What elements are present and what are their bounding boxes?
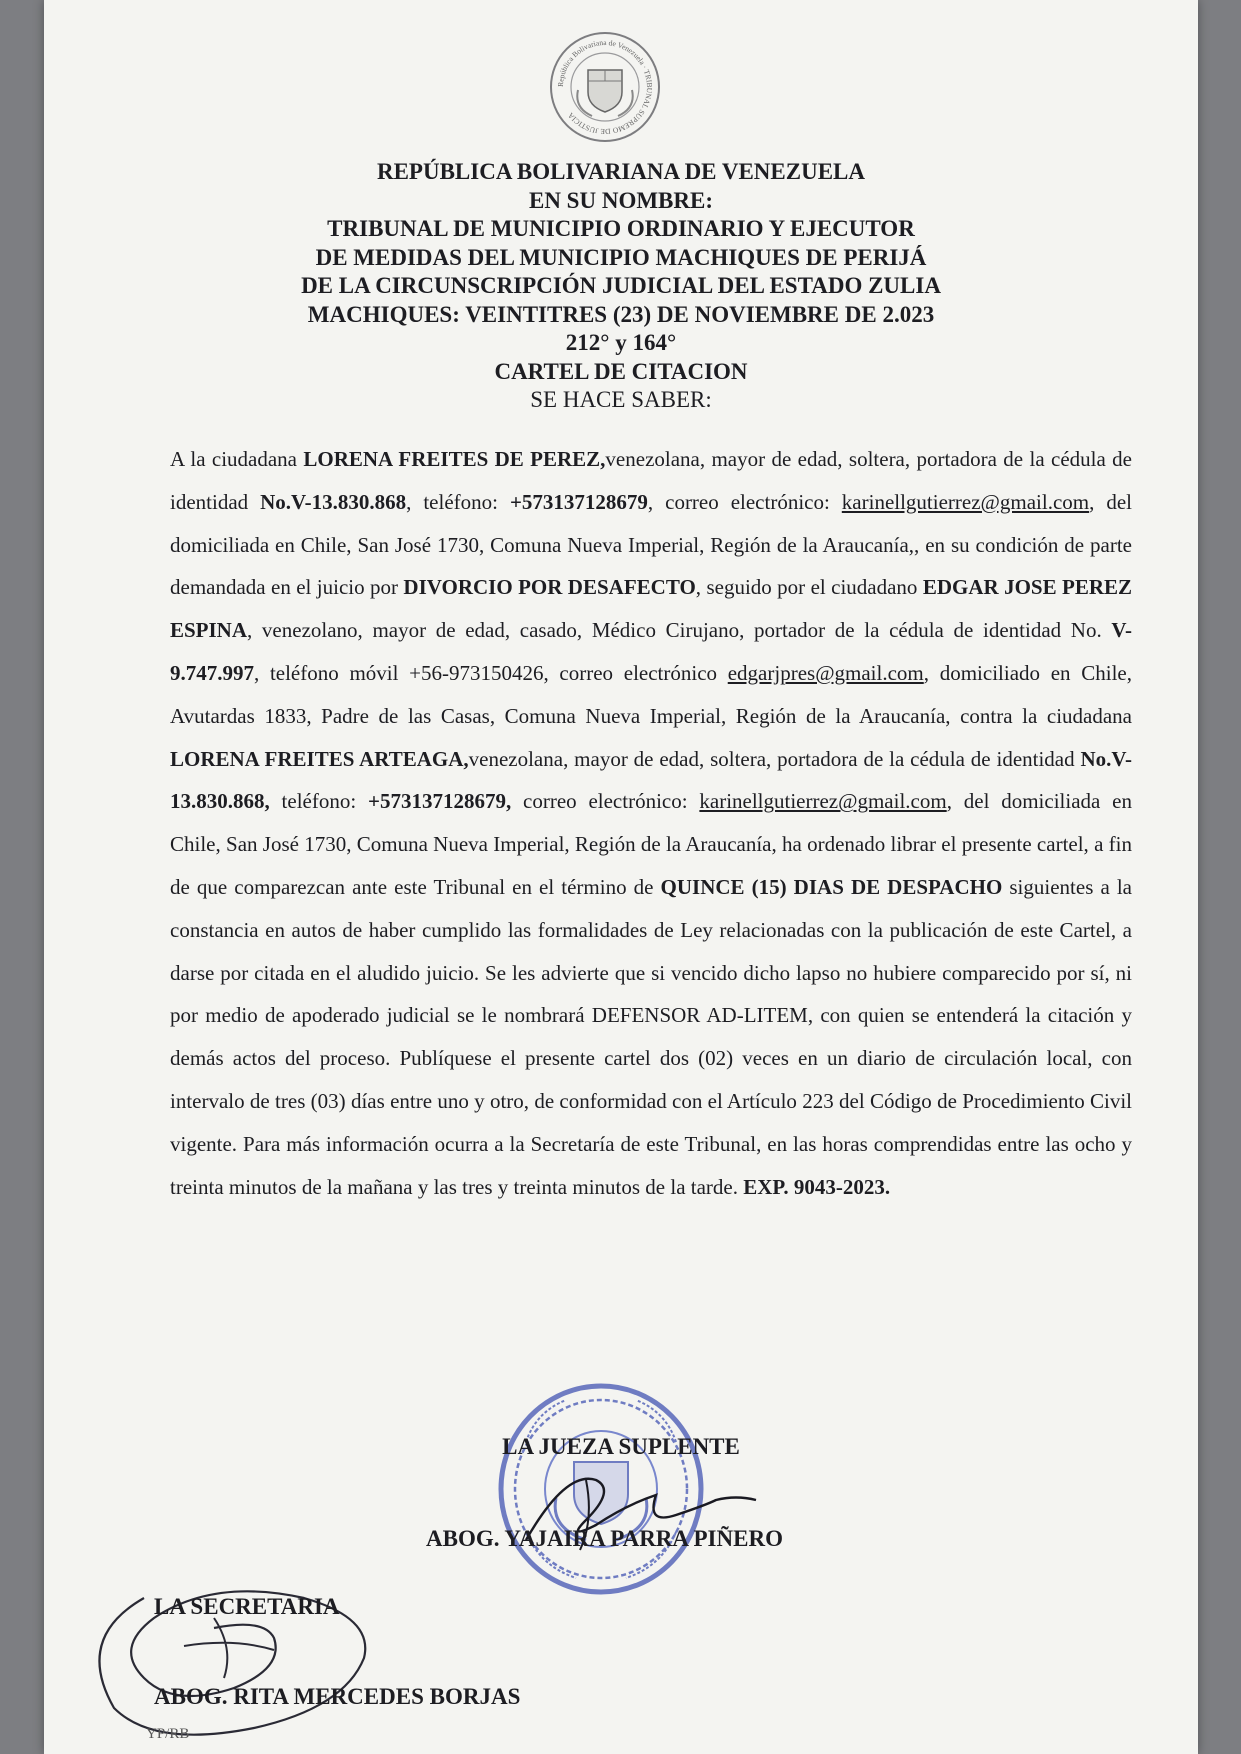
header-date: MACHIQUES: VEINTITRES (23) DE NOVIEMBRE DE 2.023	[307, 301, 935, 327]
header-en-su-nombre: EN SU NOMBRE:	[528, 187, 713, 213]
header-circunscripcion: DE LA CIRCUNSCRIPCIÓN JUDICIAL DEL ESTADO ZULIA	[301, 273, 941, 298]
document-header	[44, 158, 1198, 415]
header-republic: REPÚBLICA BOLIVARIANA DE VENEZUELA	[376, 159, 866, 184]
header-cartel-title: CARTEL DE CITACION	[494, 358, 748, 384]
body-text: teléfono:	[269, 789, 368, 814]
body-text: venezolana, mayor de edad, soltera, portadora de la cédula de identidad	[468, 746, 1081, 771]
secretary-signature-icon	[84, 1528, 404, 1754]
header-tribunal: TRIBUNAL DE MUNICIPIO ORDINARIO Y EJECUTOR	[327, 216, 915, 241]
case-number: EXP. 9043-2023.	[743, 1174, 891, 1199]
citation-body	[170, 438, 1132, 1208]
secretary-title: LA SECRETARIA	[154, 1594, 340, 1619]
typist-initials: YP/RB	[146, 1726, 190, 1742]
plaintiff-email: edgarjpres@gmail.com	[727, 660, 924, 685]
judge-title: LA JUEZA SUPLENTE	[502, 1434, 740, 1459]
defendant-email: karinellgutierrez@gmail.com	[841, 489, 1090, 514]
body-text: , venezolano, mayor de edad, casado, Médico Cirujano, portador de la cédula de identidad No.	[247, 618, 1112, 643]
secretary-name: ABOG. RITA MERCEDES BORJAS	[154, 1684, 521, 1709]
defendant-id-2: No.V-13.830.868,	[170, 746, 1132, 814]
plaintiff-name: EDGAR JOSE PEREZ ESPINA	[170, 575, 1133, 643]
case-type: DIVORCIO POR DESAFECTO	[403, 575, 696, 600]
header-se-hace-saber: SE HACE SABER:	[530, 387, 712, 412]
defendant-phone: +573137128679	[509, 489, 648, 514]
body-text: siguientes a la constancia en autos de haber cumplido las formalidades de Ley relacionadas con la publicación de este Cartel, a darse por citada en el aludido juicio. Se les advierte que si vencido dicho lapso no hubiere comparecido por sí, ni por medio de apoderado judicial se le nombrará DEFENSOR AD-LITEM, con quien se entenderá la citación y demás actos del proceso. Publíquese el presente cartel dos (02) veces en un diario de circulación local, con intervalo de tres (03) días entre uno y otro, de conformidad con el Artículo 223 del Código de Procedimiento Civil vigente. Para más información ocurra a la Secretaría de este Tribunal, en las horas comprendidas entre las ocho y treinta minutos de la mañana y las tres y treinta minutos de la tarde.	[170, 874, 1132, 1199]
body-text: , del domiciliada en Chile, San José 1730, Comuna Nueva Imperial, Región de la Araucanía,, en su condición de parte demandada en el juicio por	[170, 489, 1132, 600]
defendant-name: LORENA FREITES DE PEREZ,	[303, 447, 606, 471]
seal-text: República Bolivariana de Venezuela · TRIBUNAL SUPREMO DE JUSTICIA	[555, 37, 655, 137]
body-text: A la ciudadana	[170, 447, 304, 471]
defendant-phone-2: +573137128679,	[368, 789, 512, 814]
header-medidas: DE MEDIDAS DEL MUNICIPIO MACHIQUES DE PERIJÁ	[315, 244, 927, 270]
body-text: venezolana, mayor de edad, soltera, portadora de la cédula de identidad	[170, 447, 1132, 514]
defendant-email-2: karinellgutierrez@gmail.com	[699, 789, 947, 814]
document-page	[44, 0, 1198, 1754]
body-text: , del domiciliada en Chile, San José 1730, Comuna Nueva Imperial, Región de la Araucanía, ha ordenado librar el presente cartel, a fin de que comparezcan ante este Tribunal en el término de	[170, 789, 1132, 899]
term-days: QUINCE (15) DIAS DE DESPACHO	[660, 874, 1003, 899]
body-text: , teléfono:	[406, 489, 510, 514]
body-text: , teléfono móvil +56-973150426, correo electrónico	[254, 660, 728, 685]
tsj-seal-icon	[548, 30, 662, 144]
judge-name: ABOG. YAJAIRA PARRA PIÑERO	[426, 1526, 783, 1551]
body-text: , correo electrónico:	[647, 489, 842, 514]
body-text: , domiciliado en Chile, Avutardas 1833, Padre de las Casas, Comuna Nueva Imperial, Región de la Araucanía, contra la ciudadana	[170, 660, 1132, 728]
header-years: 212° y 164°	[565, 330, 677, 355]
plaintiff-id: V-9.747.997	[170, 618, 1132, 685]
body-text: correo electrónico:	[511, 789, 700, 814]
defendant-id: No.V-13.830.868	[260, 489, 407, 514]
body-text: , seguido por el ciudadano	[695, 575, 923, 600]
defendant-name-2: LORENA FREITES ARTEAGA,	[170, 746, 469, 771]
